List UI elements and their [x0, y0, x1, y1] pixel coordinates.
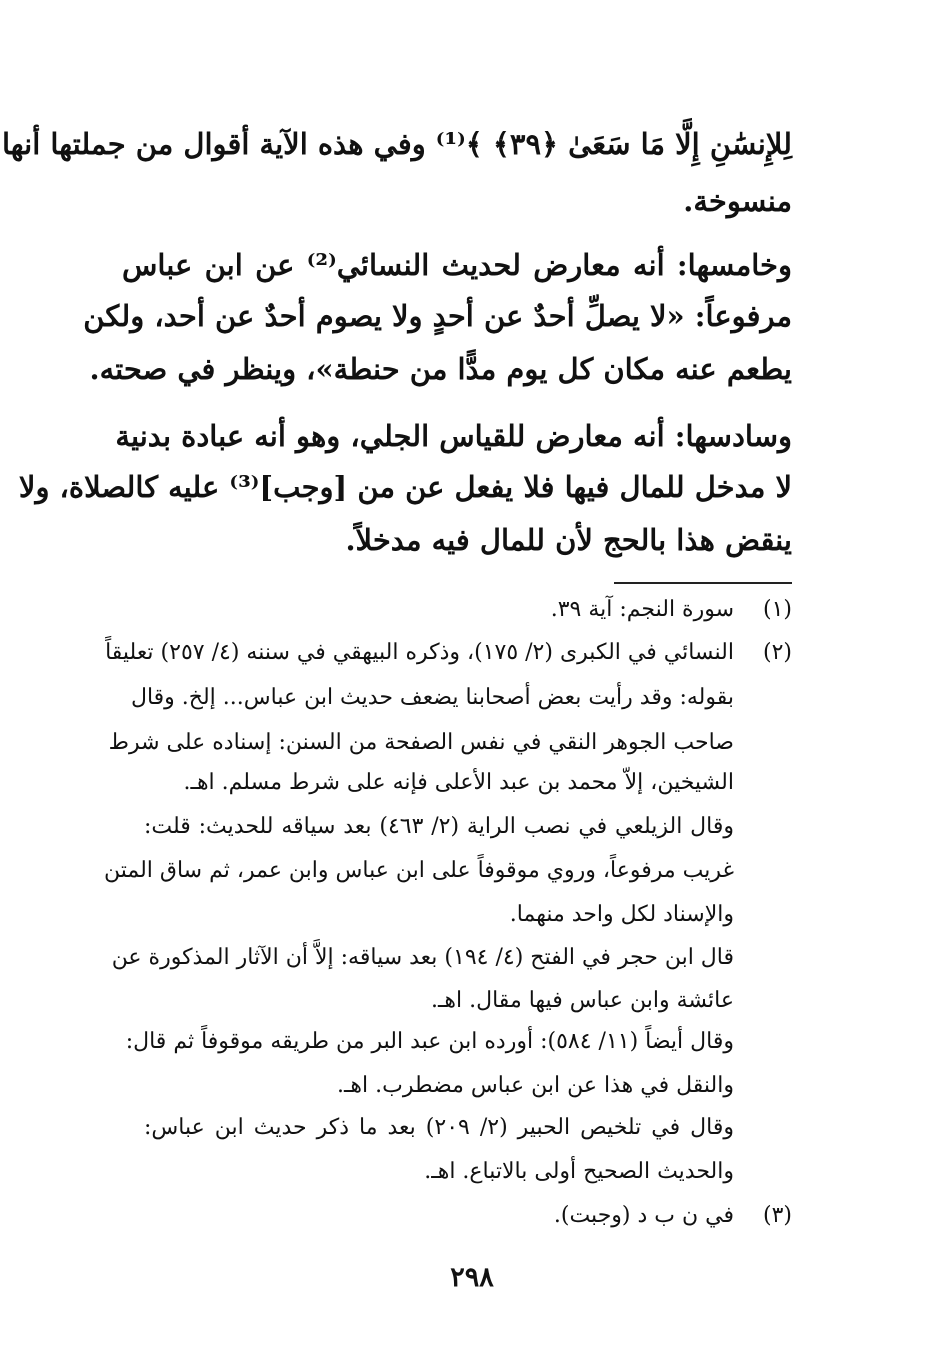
- footnote-line: بقوله: وقد رأيت بعض أصحابنا يضعف حديث ابن عباس... إلخ. وقال: [130, 685, 734, 710]
- page-number: ٢٩٨: [450, 1262, 494, 1293]
- footnote-line: والحديث الصحيح أولى بالاتباع. اهـ.: [424, 1159, 734, 1184]
- body-line: منسوخة.: [683, 184, 792, 218]
- body-line: وخامسها: أنه معارض لحديث النسائي⁽²⁾ عن ابن عباس: [122, 248, 792, 282]
- body-line: يطعم عنه مكان كل يوم مدًّا من حنطة»، وينظر في صحته.: [89, 352, 792, 386]
- footnote-line: والإسناد لكل واحد منهما.: [509, 902, 734, 927]
- body-line: لا مدخل للمال فيها فلا يفعل عن من [وجب]⁽³⁾ عليه كالصلاة، ولا: [18, 470, 792, 504]
- footnote-separator: [614, 582, 792, 584]
- body-line: ينقض هذا بالحج لأن للمال فيه مدخلاً.: [345, 523, 792, 557]
- footnote-line: الشيخين، إلاّ محمد بن عبد الأعلى فإنه على شرط مسلم. اهـ.: [183, 770, 734, 795]
- body-line: مرفوعاً: «لا يصلِّ أحدٌ عن أحدٍ ولا يصوم أحدٌ عن أحد، ولكن: [83, 299, 792, 333]
- footnote-line: سورة النجم: آية ٣٩.: [550, 597, 734, 622]
- footnote-number: (١): [762, 597, 792, 622]
- footnote-line: وقال في تلخيص الحبير (٢/ ٢٠٩) بعد ما ذكر حديث ابن عباس:: [144, 1115, 734, 1140]
- footnote-line: غريب مرفوعاً، وروي موقوفاً على ابن عباس وابن عمر، ثم ساق المتن: [103, 858, 734, 883]
- footnote-line: قال ابن حجر في الفتح (٤/ ١٩٤) بعد سياقه: إلاَّ أن الآثار المذكورة عن: [111, 945, 734, 970]
- body-line: وسادسها: أنه معارض للقياس الجلي، وهو أنه عبادة بدنية: [115, 419, 792, 453]
- footnote-line: وقال أيضاً (١١/ ٥٨٤): أورده ابن عبد البر من طريقه موقوفاً ثم قال:: [125, 1029, 734, 1054]
- footnote-line: والنقل في هذا عن ابن عباس مضطرب. اهـ.: [336, 1073, 734, 1098]
- footnote-number: (٢): [762, 640, 792, 665]
- footnote-line: النسائي في الكبرى (٢/ ١٧٥)، وذكره البيهقي في سننه (٤/ ٢٥٧) تعليقاً: [105, 640, 734, 665]
- footnote-line: عائشة وابن عباس فيها مقال. اهـ.: [430, 988, 734, 1013]
- footnote-number: (٣): [762, 1203, 792, 1228]
- footnote-line: وقال الزيلعي في نصب الراية (٢/ ٤٦٣) بعد سياقه للحديث: قلت:: [144, 814, 734, 839]
- footnote-line: صاحب الجوهر النقي في نفس الصفحة من السنن: إسناده على شرط: [108, 730, 734, 755]
- body-line: لِلإِنسَٰنِ إِلَّا مَا سَعَىٰ ﴿٣٩﴾ ﴾⁽¹⁾ وفي هذه الآية أقوال من جملتها أنها: [1, 127, 792, 161]
- footnote-line: في ن ب د (وجبت).: [553, 1203, 734, 1228]
